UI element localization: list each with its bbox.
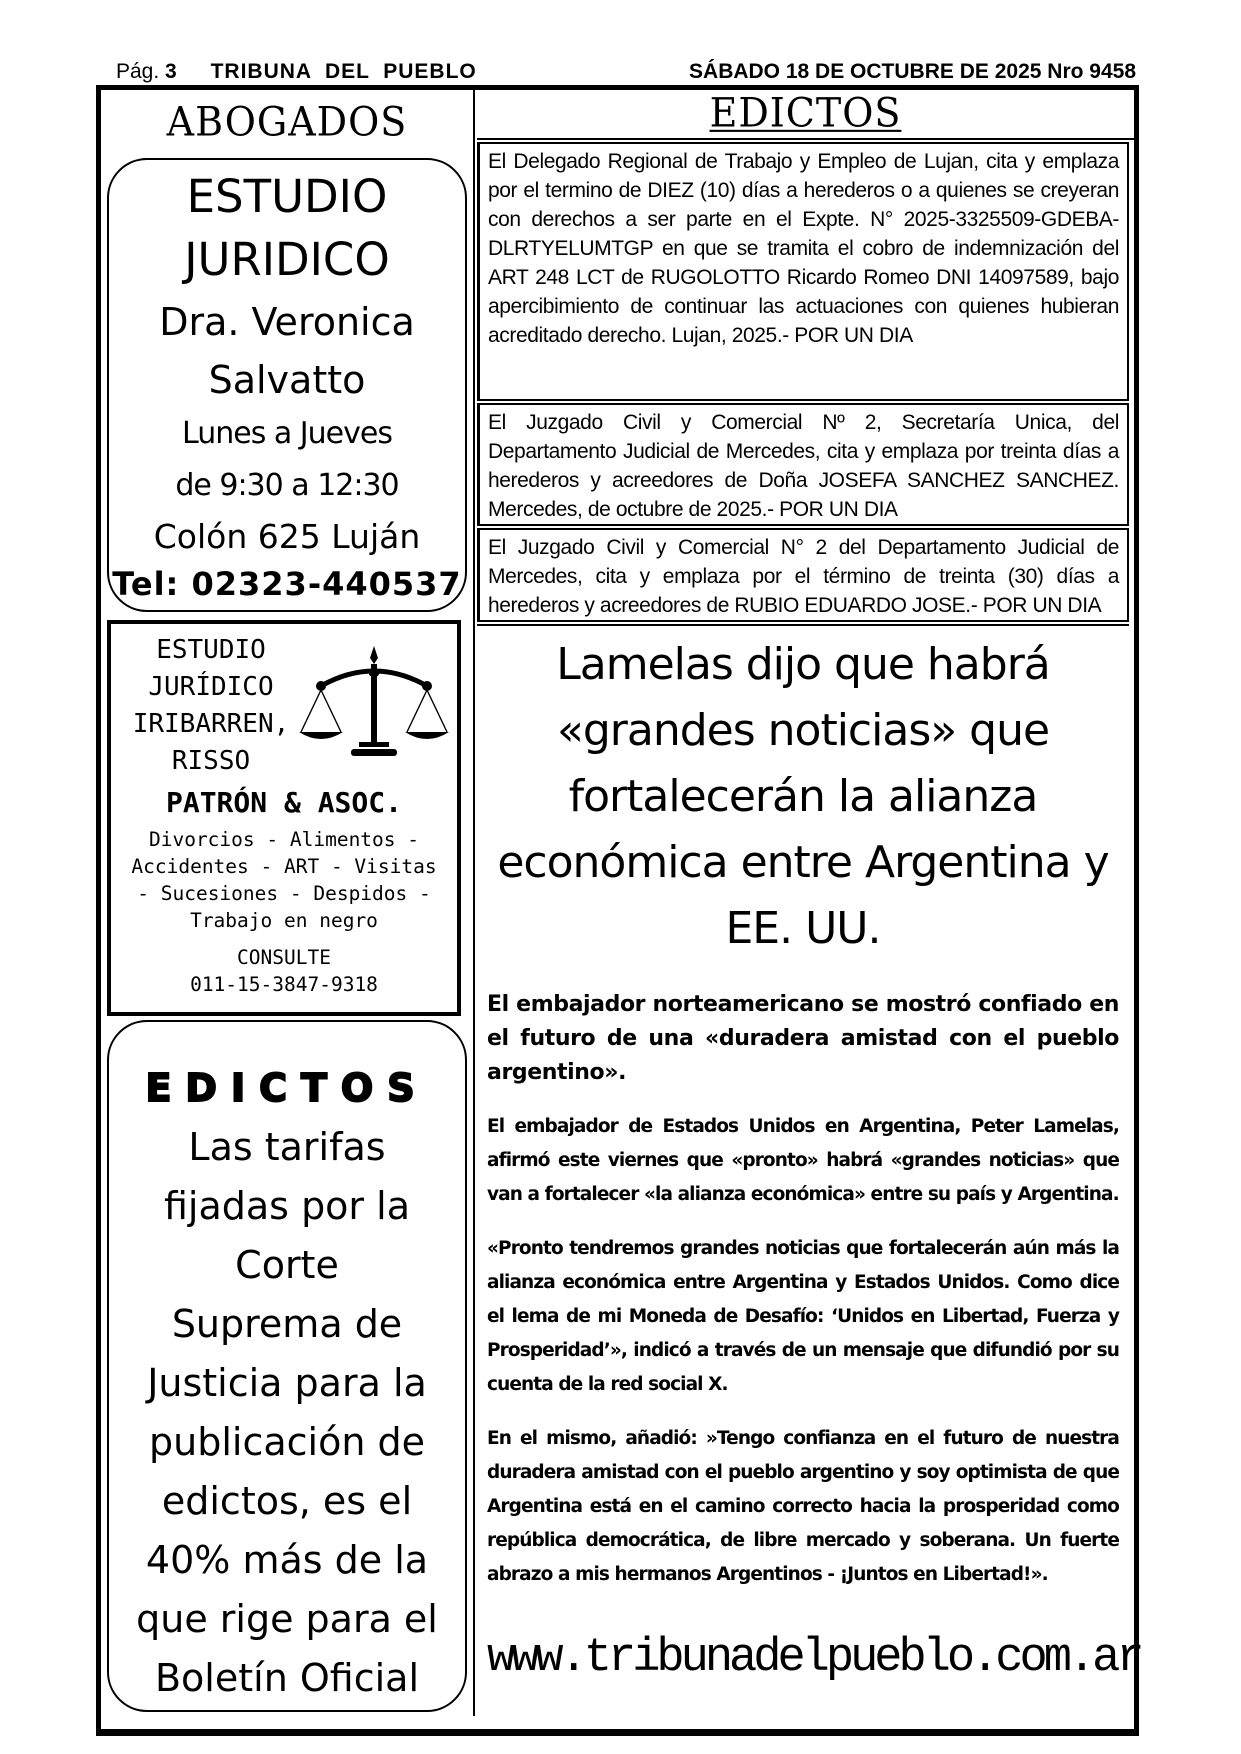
ad-phone: 011-15-3847-9318 <box>190 973 378 996</box>
ad-services <box>111 826 457 934</box>
ad-estudio-iribarren <box>107 620 461 1016</box>
ad-line: de 9:30 a 12:30 <box>175 468 399 503</box>
page-frame <box>96 85 1139 1736</box>
ad-line: RISSO <box>171 746 251 776</box>
ad-line: JURIDICO <box>184 233 390 286</box>
ad-line: fijadas por la <box>164 1184 410 1228</box>
ad-line: Boletín Oficial <box>154 1656 419 1700</box>
ad-line: que rige para el <box>136 1597 438 1641</box>
ad-line: Corte <box>235 1243 339 1287</box>
consult-label: CONSULTE <box>237 946 331 969</box>
edictos-ad-title: EDICTOS <box>145 1066 429 1110</box>
website-link[interactable]: www.tribunadelpueblo.com.ar <box>487 1632 1141 1685</box>
article-lead: El embajador norteamericano se mostró confiado en el futuro de una «duradera amistad con el pueblo argentino». <box>487 992 1119 1085</box>
column-divider <box>473 90 475 1716</box>
edictos-heading: EDICTOS <box>709 89 902 137</box>
ad-line: Lunes a Jueves <box>182 416 392 451</box>
ad-line: Accidentes - ART - Visitas <box>131 855 437 878</box>
page-label: Pág. <box>116 60 160 83</box>
abogados-section-title: ABOGADOS <box>166 98 408 146</box>
ad-firm-name-line5: PATRÓN & ASOC. <box>165 786 402 819</box>
ad-line: Divorcios - Alimentos - <box>148 828 420 851</box>
edictos-ad-body <box>109 1118 465 1708</box>
ad-line: ESTUDIO <box>156 635 266 665</box>
ad-line: publicación de <box>149 1420 425 1464</box>
ad-firm-name <box>111 632 311 780</box>
ad-line: JURÍDICO <box>148 672 274 702</box>
news-article <box>477 624 1141 1685</box>
ad-line: Trabajo en negro <box>190 909 378 932</box>
ad-line: ESTUDIO <box>186 170 388 223</box>
ad-estudio-salvatto <box>107 158 467 612</box>
edicto-notice: El Juzgado Civil y Comercial Nº 2, Secretaría Unica, del Departamento Judicial de Mercedes, cita y emplaza por treinta días a herederos y acreedores de Doña JOSEFA SANCHEZ SANCHEZ. Mercedes, de octubre de 2025.- POR UN DIA <box>477 403 1129 526</box>
ad-edictos-tarifas <box>107 1020 467 1712</box>
newspaper-name: TRIBUNA DEL PUEBLO <box>210 60 477 83</box>
article-paragraph: En el mismo, añadió: »Tengo confianza en el futuro de nuestra duradera amistad con el pueblo argentino y soy optimista de que Argentina está en el camino correcto hacia la prosperidad como república democrática, de libre mercado y soberana. Un fuerte abrazo a mis hermanos Argentinos - ¡Juntos en Libertad!». <box>487 1428 1119 1585</box>
edicto-notice: El Juzgado Civil y Comercial N° 2 del Departamento Judicial de Mercedes, cita y emplaza por el término de treinta (30) días a herederos y acreedores de RUBIO EDUARDO JOSE.- POR UN DIA <box>477 528 1129 622</box>
ad-contact <box>111 944 457 998</box>
article-paragraph: El embajador de Estados Unidos en Argentina, Peter Lamelas, afirmó este viernes que «pronto» habrá «grandes noticias» que van a fortalecer «la alianza económica» entre su país y Argentina. <box>487 1116 1119 1205</box>
ad-line: - Sucesiones - Despidos - <box>137 882 431 905</box>
ad-line: Suprema de <box>171 1302 403 1346</box>
ad-line: edictos, es el <box>161 1479 413 1523</box>
issue-date: SÁBADO 18 DE OCTUBRE DE 2025 Nro 9458 <box>689 60 1136 83</box>
ad-line: 40% más de la <box>145 1538 429 1582</box>
article-paragraph: «Pronto tendremos grandes noticias que fortalecerán aún más la alianza económica entre Argentina y Estados Unidos. Como dice el lema de mi Moneda de Desafío: ‘Unidos en Libertad, Fuerza y Prosperidad’», indicó a través de un mensaje que difundió por su cuenta de la red social X. <box>487 1238 1119 1395</box>
page-number: 3 <box>165 60 177 83</box>
ad-line: Salvatto <box>208 358 366 402</box>
edicto-notice: El Delegado Regional de Trabajo y Empleo de Lujan, cita y emplaza por el termino de DIEZ (10) días a herederos o a quienes se creyeran con derechos a ser parte en el Expte. N° 2025-3325509-GDEBA-DLRTYELUMTGP en que se tramita el cobro de indemnización del ART 248 LCT de RUGOLOTTO Ricardo Romeo DNI 14097589, bajo apercibimiento de continuar las actuaciones con quienes hubieran acreditado derecho. Lujan, 2025.- POR UN DIA <box>477 142 1129 401</box>
ad-phone: Tel: 02323-440537 <box>112 565 462 603</box>
scales-of-justice-icon <box>299 642 449 762</box>
page-header <box>116 60 1136 86</box>
ad-address: Colón 625 Luján <box>153 517 421 556</box>
ad-line: Las tarifas <box>188 1125 386 1169</box>
article-headline: Lamelas dijo que habrá «grandes noticias» que fortalecerán la alianza económica entre Argentina y EE. UU. <box>497 639 1109 954</box>
edictos-section-title <box>477 90 1134 140</box>
ad-line: IRIBARREN, <box>132 709 290 739</box>
header-left <box>116 60 477 84</box>
ad-line: Justicia para la <box>147 1361 427 1405</box>
ad-line: Dra. Veronica <box>159 300 415 344</box>
